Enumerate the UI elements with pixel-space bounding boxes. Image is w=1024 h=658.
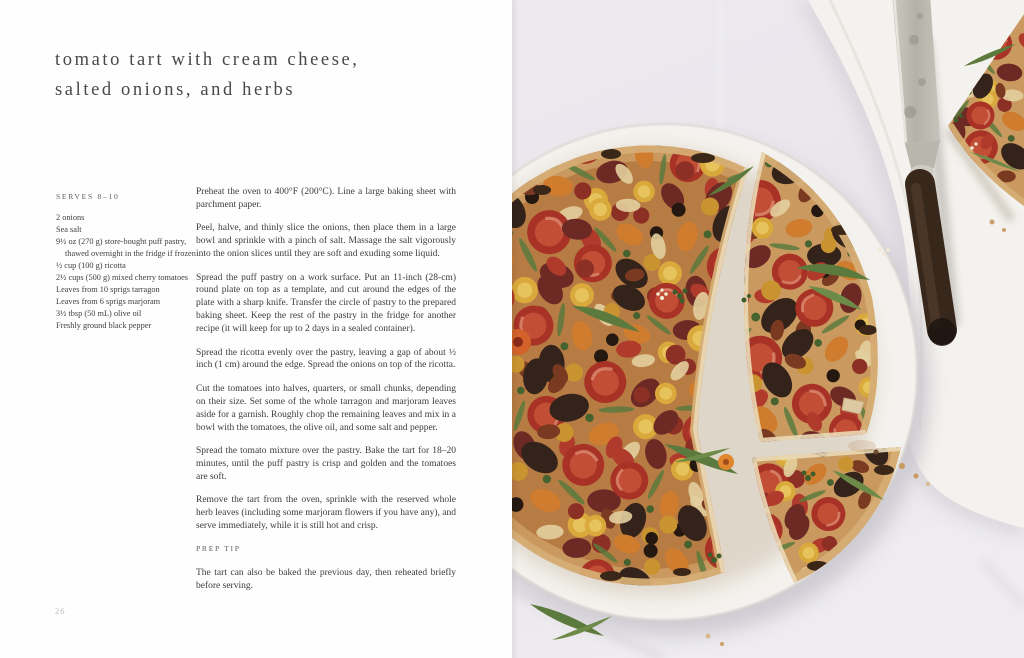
food-photo <box>512 0 1024 658</box>
ingredient-item: ½ cup (100 g) ricotta <box>56 261 126 270</box>
recipe-title-line2: salted onions, and herbs <box>55 79 296 100</box>
ingredient-item: 9½ oz (270 g) store-bought puff pastry, <box>56 237 187 246</box>
ingredient-item: 2½ cups (500 g) mixed cherry tomatoes <box>56 273 189 282</box>
method-paragraph: Remove the tart from the oven, sprinkle with the reserved whole herb leaves (including some marjoram flowers if you have any), and serve immediately, while it is still hot and crisp. <box>196 495 456 532</box>
method-paragraph: Cut the tomatoes into halves, quarters, or small chunks, depending on their size. Set some of the whole tarragon and marjoram leaves aside for a garnish. Roughly chop the remaining leaves and mix in a bowl with the tomatoes, the olive oil, and some salt and pepper. <box>196 383 456 433</box>
page-number: 26 <box>55 606 66 616</box>
prep-tip-text: The tart can also be baked the previous day, then reheated briefly before serving. <box>196 567 456 591</box>
ingredient-item: Sea salt <box>56 225 82 234</box>
method-paragraph: Peel, halve, and thinly slice the onions, then place them in a large bowl and sprinkle with a pinch of salt. Massage the salt vigorously into the onion slices until they are soft and exuding some liquid. <box>196 223 456 260</box>
prep-tip-label: PREP TIP <box>196 544 241 554</box>
ingredient-item: 2 onions <box>56 213 85 222</box>
ingredient-item: 3½ tbsp (50 mL) olive oil <box>56 309 142 318</box>
ingredient-item-continuation: thawed overnight in the fridge if frozen <box>65 249 196 258</box>
method-paragraph: Spread the tomato mixture over the pastry. Bake the tart for 18–20 minutes, until the puff pastry is crisp and golden and the tomatoes are soft. <box>196 446 456 482</box>
method-paragraph: Preheat the oven to 400°F (200°C). Line a large baking sheet with parchment paper. <box>196 187 456 210</box>
recipe-title <box>55 46 475 105</box>
ingredients-list <box>56 212 208 332</box>
recipe-title-line1: tomato tart with cream cheese, <box>55 50 360 70</box>
ingredient-item: Freshly ground black pepper <box>56 321 152 330</box>
serves-label: SERVES 8–10 <box>56 192 120 201</box>
food-photo-page <box>512 0 1024 658</box>
ingredient-item: Leaves from 10 sprigs tarragon <box>56 285 160 294</box>
knife-handle-cap <box>928 318 956 346</box>
method-paragraph: Spread the ricotta evenly over the pastry, leaving a gap of about ½ inch (1 cm) around the edge. Spread the onions on top of the ricotta. <box>196 347 456 371</box>
ingredient-item: Leaves from 6 sprigs marjoram <box>56 297 161 306</box>
method-column <box>196 186 456 603</box>
method-paragraph: Spread the puff pastry on a work surface. Put an 11-inch (28-cm) round plate on top as a template, and cut around the edges of the plate with a sharp knife. Transfer the circle of pastry to the prepared baking sheet. Keep the rest of the pastry in the fridge for another recipe (it will keep for up to 2 days in a sealed container). <box>196 272 456 335</box>
